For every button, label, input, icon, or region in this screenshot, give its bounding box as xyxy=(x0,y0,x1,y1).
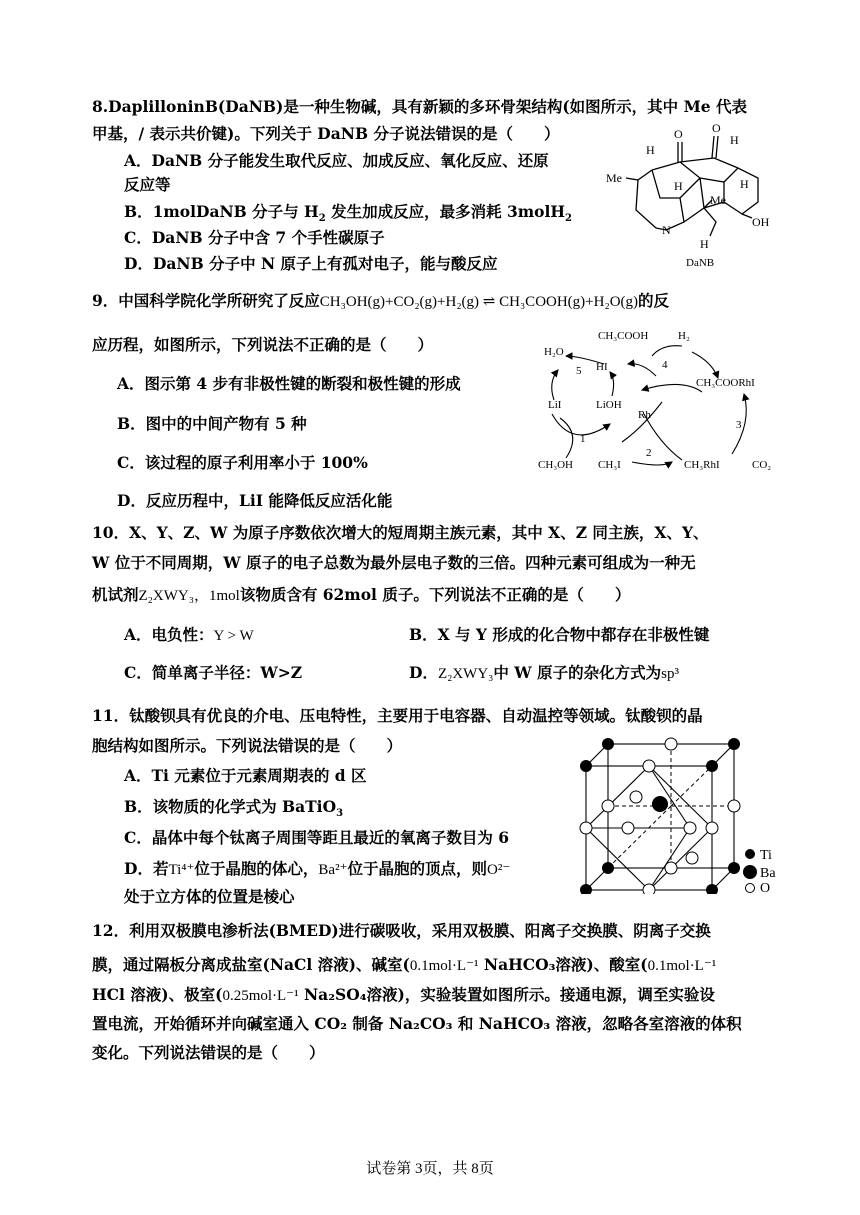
cycle-co2: CO₂ xyxy=(752,459,772,471)
q11-option-d-cont: 处于立方体的位置是棱心 xyxy=(124,887,295,906)
cycle-ch3oh: CH₃OH xyxy=(538,459,574,471)
danb-oh-label: OH xyxy=(752,215,770,229)
cycle-step5: 5 xyxy=(576,365,582,377)
q9-option-d: D．反应历程中，LiI 能降低反应活化能 xyxy=(117,491,393,510)
q8-stem-line2: 甲基，/ 表示共价键)。下列关于 DaNB 分子说法错误的是（ ） xyxy=(92,124,560,143)
legend-ti-label: Ti xyxy=(760,848,772,863)
q11-option-c: C．晶体中每个钛离子周围等距且最近的氧离子数目为 6 xyxy=(124,828,510,847)
danb-h2-label: H xyxy=(730,133,739,147)
q10-option-c: C．简单离子半径：W>Z xyxy=(124,663,303,682)
legend-ba-marker xyxy=(743,865,757,879)
cycle-step3: 3 xyxy=(736,419,742,431)
q8-option-b: B．1molDaNB 分子与 $H_2$ 发生加成反应，最多消耗 3molH$_2$ xyxy=(124,202,573,225)
q10-option-a: A．电负性：Y > W xyxy=(124,625,254,644)
danb-n-label: N xyxy=(662,223,671,237)
q11-option-a: A．Ti 元素位于元素周期表的 d 区 xyxy=(124,766,367,785)
danb-h4-label: H xyxy=(674,179,683,193)
legend-ba-label: Ba xyxy=(760,866,776,881)
q10-stem-line3: 机试剂Z₂XWY₃，1mol该物质含有 62mol 质子。下列说法不正确的是（ ） xyxy=(92,585,631,604)
q12-stem-line4: 置电流，开始循环并向碱室通入 CO₂ 制备 Na₂CO₃ 和 NaHCO₃ 溶液，忽略各室溶液的体积 xyxy=(92,1014,742,1033)
cycle-ch3cooh: CH₃COOH xyxy=(598,330,649,342)
cycle-ch3rhi: CH₃RhI xyxy=(684,459,720,471)
q10-stem-line2: W 位于不同周期，W 原子的电子总数为最外层电子数的三倍。四种元素可组成为一种无 xyxy=(92,553,696,572)
cycle-h2o: H₂O xyxy=(544,346,564,358)
crystal-cell-figure xyxy=(578,734,784,894)
q10-option-b: B．X 与 Y 形成的化合物中都存在非极性键 xyxy=(409,625,710,644)
q8-option-a: A．DaNB 分子能发生取代反应、加成反应、氧化反应、还原 xyxy=(124,151,549,170)
q8-option-a-cont: 反应等 xyxy=(124,175,171,194)
q11-stem-line2: 胞结构如图所示。下列说法错误的是（ ） xyxy=(92,736,403,755)
page-footer: 试卷第 3页，共 8页 xyxy=(366,1161,494,1177)
reaction-cycle-figure xyxy=(532,322,782,474)
q9-option-a: A．图示第 4 步有非极性键的断裂和极性键的形成 xyxy=(117,374,461,393)
danb-me1-label: Me xyxy=(606,171,622,185)
cycle-ch3i: CH₃I xyxy=(598,459,621,471)
cycle-step2: 2 xyxy=(646,447,652,459)
q11-option-b: B．该物质的化学式为 BaTiO$_3$ xyxy=(124,797,344,820)
danb-h3-label: H xyxy=(740,177,749,191)
cycle-ch3coorhi: CH₃COORhI xyxy=(696,377,755,389)
q11-option-d: D．若Ti⁴⁺位于晶胞的体心，Ba²⁺位于晶胞的顶点，则O²⁻ xyxy=(124,859,511,878)
danb-structure-figure xyxy=(600,118,780,270)
danb-me2-label: Me xyxy=(710,193,726,207)
danb-name-label: DaNB xyxy=(686,257,715,269)
legend-o-marker xyxy=(746,884,755,893)
q12-stem-line3: HCl 溶液)、极室(0.25mol·L⁻¹ Na₂SO₄溶液)，实验装置如图所示。接通电源，调至实验设 xyxy=(92,985,715,1004)
cycle-lioh: LiOH xyxy=(596,399,622,411)
cycle-h2: H₂ xyxy=(678,330,690,342)
cycle-hi: HI xyxy=(596,361,608,373)
cycle-step1: 1 xyxy=(580,433,586,445)
q9-option-c: C．该过程的原子利用率小于 100% xyxy=(117,453,368,472)
cycle-lii: LiI xyxy=(548,399,562,411)
danb-h1-label: H xyxy=(646,143,655,157)
q10-stem-line1: 10．X、Y、Z、W 为原子序数依次增大的短周期主族元素，其中 X、Z 同主族，X、Y、 xyxy=(92,523,709,542)
q9-option-b: B．图中的中间产物有 5 种 xyxy=(117,414,307,433)
q12-stem-line2: 膜，通过隔板分离成盐室(NaCl 溶液)、碱室(0.1mol·L⁻¹ NaHCO₃溶液)、酸室(0.1mol·L⁻¹ xyxy=(92,955,717,974)
q12-stem-line1: 12．利用双极膜电渗析法(BMED)进行碳吸收，采用双极膜、阳离子交换膜、阴离子交换 xyxy=(92,921,711,940)
legend-o-label: O xyxy=(760,881,771,894)
cycle-rh: Rh xyxy=(638,409,651,421)
q11-stem-line1: 11．钛酸钡具有优良的介电、压电特性，主要用于电容器、自动温控等领域。钛酸钡的晶 xyxy=(92,706,703,725)
danb-h5-label: H xyxy=(700,237,709,251)
q10-option-d: D．Z₂XWY₃中 W 原子的杂化方式为sp³ xyxy=(409,663,679,682)
q9-stem-line1: 9．中国科学院化学所研究了反应CH₃OH(g)+CO₂(g)+H₂(g) ⇌ CH₃COOH(g)+H₂O(g)的反 xyxy=(92,291,670,310)
q8-option-c: C．DaNB 分子中含 7 个手性碳原子 xyxy=(124,228,385,247)
cycle-step4: 4 xyxy=(662,359,668,371)
q9-equation: CH₃OH(g)+CO₂(g)+H₂(g) ⇌ CH₃COOH(g)+H₂O(g) xyxy=(319,294,639,310)
q12-stem-line5: 变化。下列说法错误的是（ ） xyxy=(92,1043,325,1062)
danb-o1-label: O xyxy=(674,127,683,141)
danb-o2-label: O xyxy=(712,121,721,135)
q9-stem-line2: 应历程，如图所示，下列说法不正确的是（ ） xyxy=(92,335,434,354)
q8-stem-line1: 8.DaplilloninB(DaNB)是一种生物碱，具有新颖的多环骨架结构(如图所示，其中 Me 代表 xyxy=(92,97,747,116)
legend-ti-marker xyxy=(745,849,755,859)
q8-option-d: D．DaNB 分子中 N 原子上有孤对电子，能与酸反应 xyxy=(124,254,498,273)
